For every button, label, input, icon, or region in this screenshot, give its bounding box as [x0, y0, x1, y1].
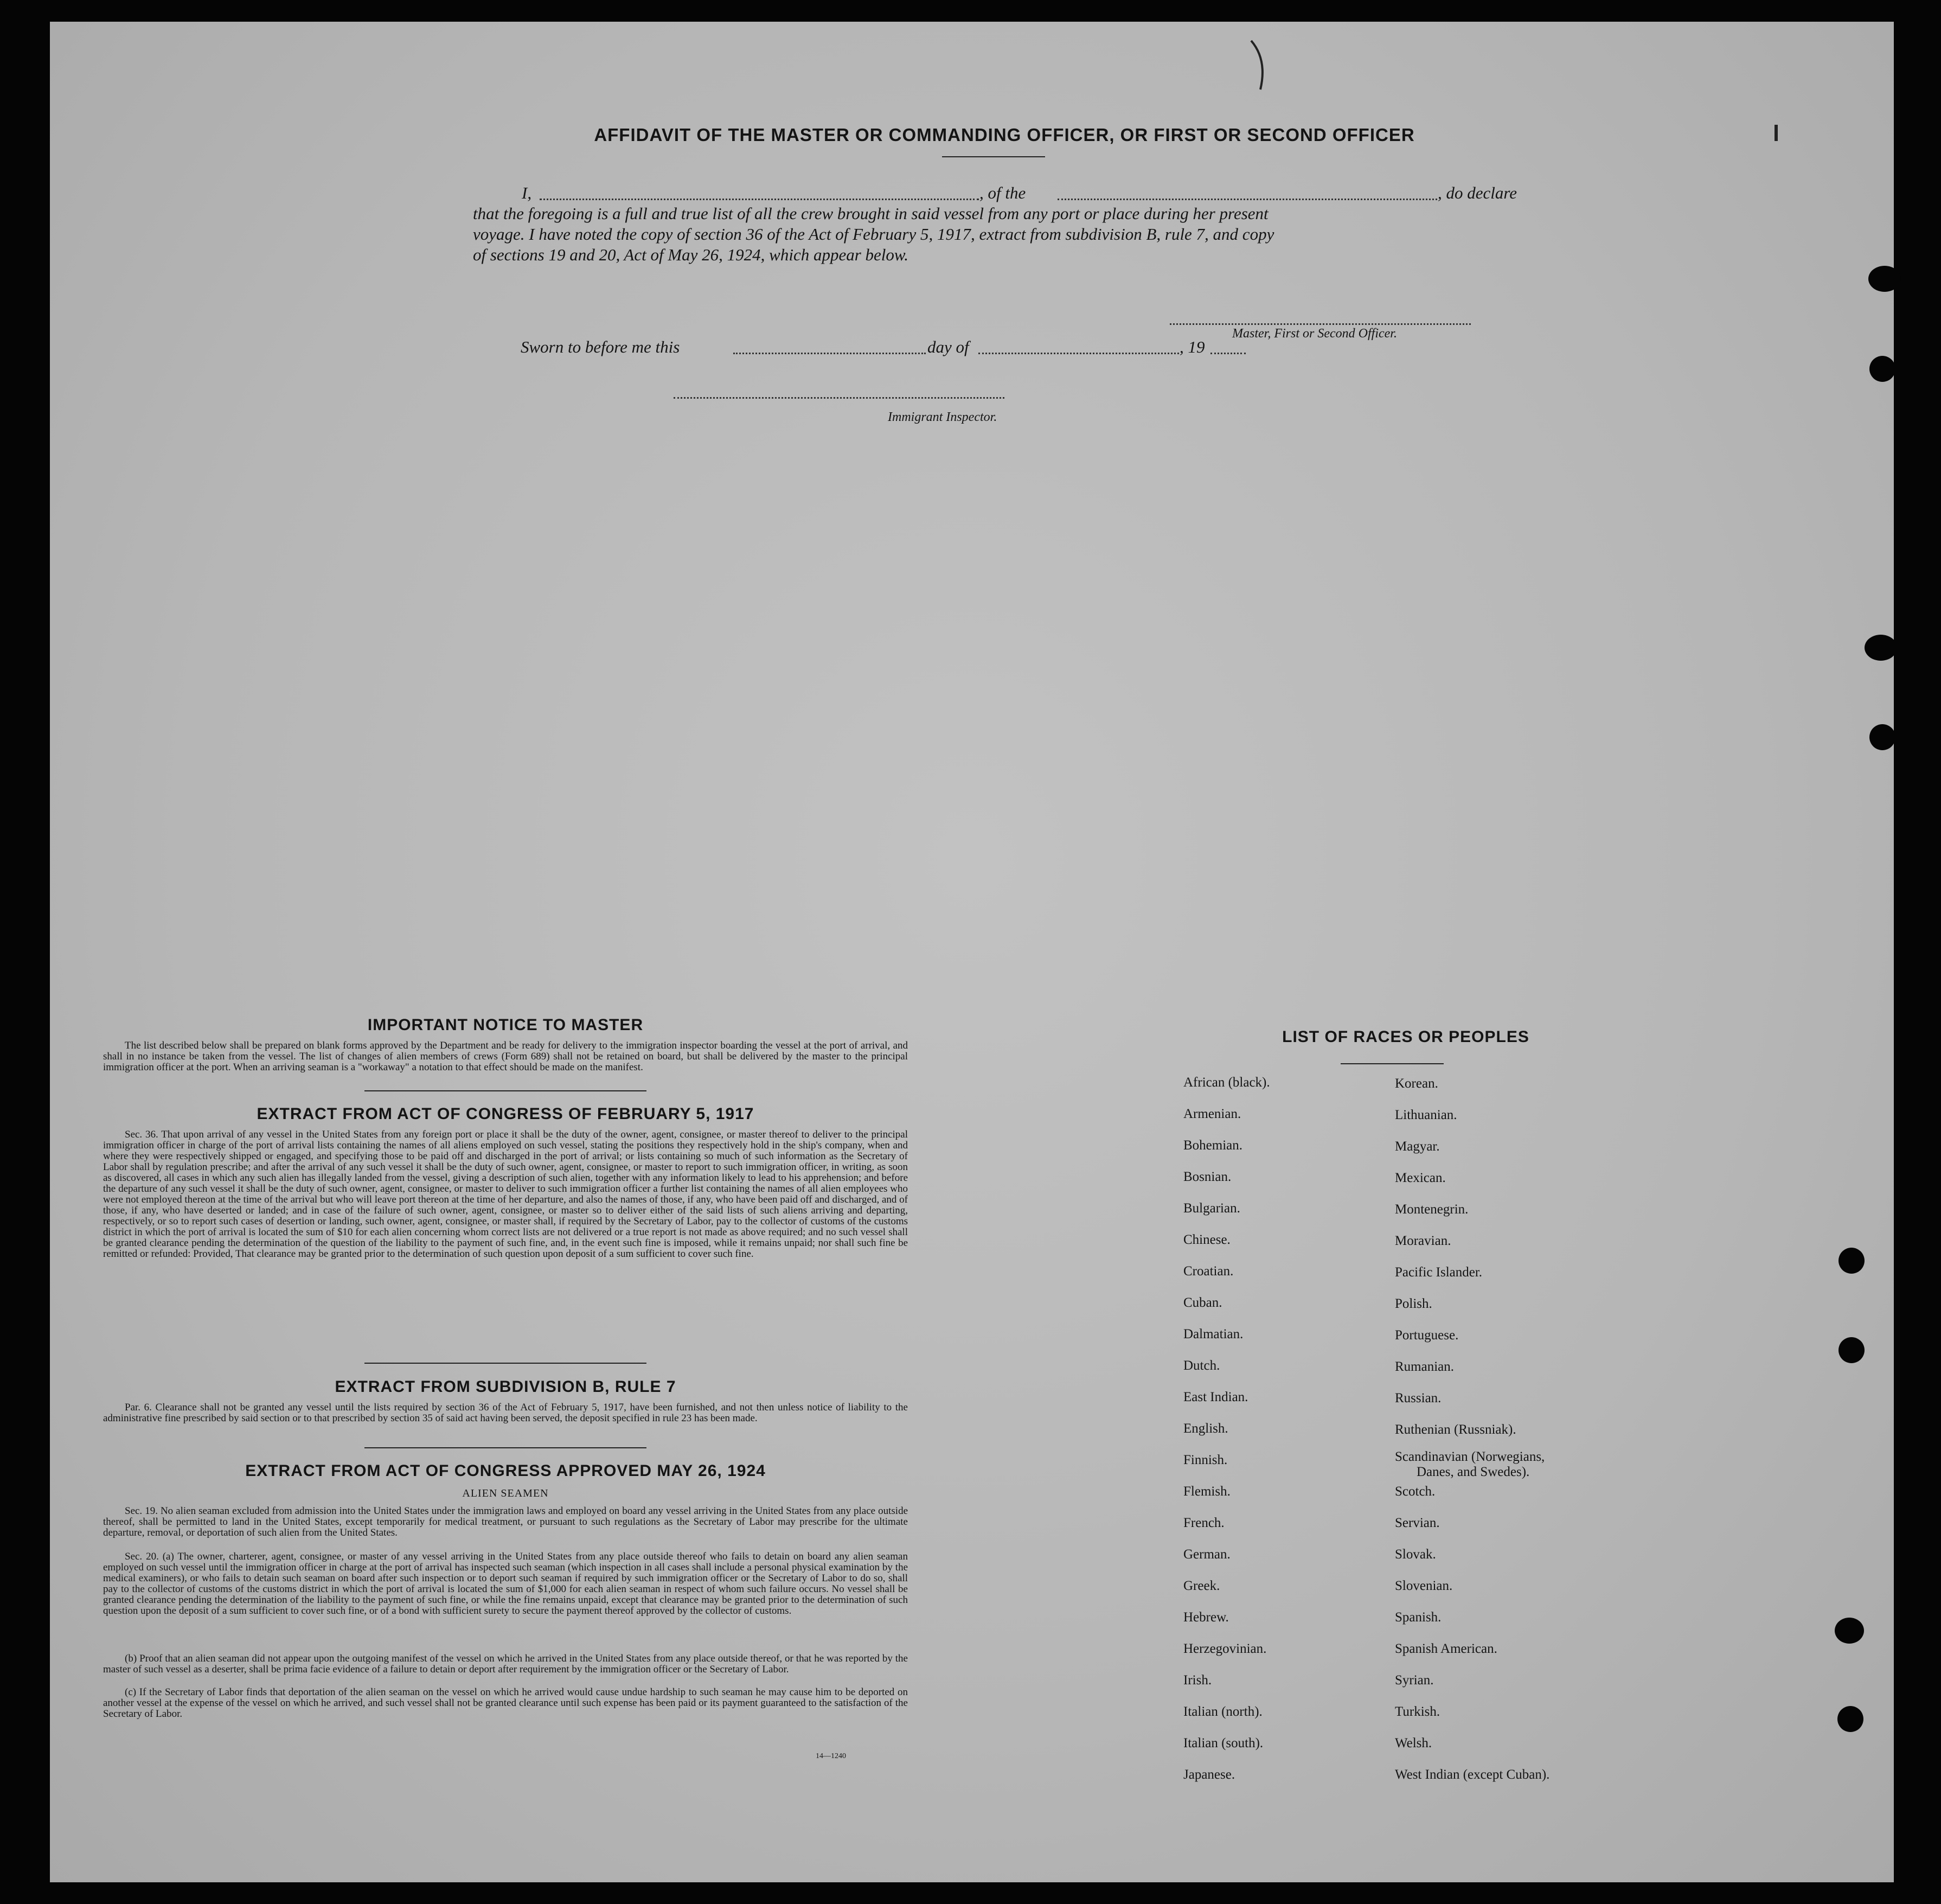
race-item: Polish.: [1395, 1296, 1432, 1311]
race-item: Bohemian.: [1183, 1138, 1243, 1153]
affidavit-body-line2: voyage. I have noted the copy of section 36 of the Act of February 5, 1917, extract from subdivision B, rule 7, and copy: [473, 225, 1274, 244]
vessel-blank: [1058, 199, 1437, 200]
extract-rule7-text: Par. 6. Clearance shall not be granted any vessel until the lists required by section 36 of the Act of February 5, 1917, have been furnished, and not then unless notice of liability to the administrative fine prescribed by said section or to that prescribed by section 35 of said act having been served, the deposit specified in rule 23 has been made.: [103, 1402, 908, 1424]
race-item: Spanish American.: [1395, 1641, 1497, 1656]
race-item: Hebrew.: [1183, 1610, 1229, 1625]
sec20b-text: (b) Proof that an alien seaman did not appear upon the outgoing manifest of the vessel on which he arrived in the United States from any place outside thereof, or that he was reported by the master of such vessel as a deserter, shall be prima facie evidence of a failure to detain or deport after requirement by the immigration officer or the Secretary of Labor.: [103, 1653, 908, 1675]
signature-blank: [1170, 323, 1471, 325]
races-divider: [1341, 1063, 1444, 1064]
document-page: [50, 22, 1894, 1882]
race-item: West Indian (except Cuban).: [1395, 1767, 1550, 1782]
race-item: Japanese.: [1183, 1767, 1235, 1782]
race-item: Ruthenian (Russniak).: [1395, 1422, 1516, 1437]
sec19-text: Sec. 19. No alien seaman excluded from admission into the United States under the immigration laws and employed on board any vessel arriving in the United States from any place outside thereof, shall be permitted to land in the United States, except temporarily for medical treatment, or pursuant to such regulations as the Secretary of Labor may prescribe for the ultimate departure, removal, or deportation of such alien from the United States.: [103, 1505, 908, 1538]
signature-label: Master, First or Second Officer.: [1232, 327, 1397, 341]
race-item: Slovenian.: [1395, 1579, 1453, 1593]
sworn-label: Sworn to before me this: [521, 337, 680, 356]
notice-divider: [364, 1090, 646, 1091]
affidavit-body-line3: of sections 19 and 20, Act of May 26, 1924, which appear below.: [473, 245, 909, 264]
punch-hole: [1838, 1337, 1865, 1363]
race-item: African (black).: [1183, 1075, 1270, 1090]
race-item: Magyar.: [1395, 1139, 1440, 1154]
extract-1917-divider: [364, 1363, 646, 1364]
ink-mark: [1248, 38, 1270, 92]
affidavit-title: AFFIDAVIT OF THE MASTER OR COMMANDING OFFICER, OR FIRST OR SECOND OFFICER: [594, 125, 1415, 145]
race-item: Scandinavian (Norwegians,: [1395, 1449, 1545, 1464]
extract-1917-text: Sec. 36. That upon arrival of any vessel in the United States from any foreign port or place it shall be the duty of the owner, agent, consignee, or master thereof to deliver to the principal immigration officer in charge of the port of arrival lists containing the names of all aliens employed on such vessel, stating the positions they respectively hold in the ship's company, when and where they were respectively shipped or engaged, and specifying those to be paid off and discharged in the port of arrival; or lists containing so much of such information as the Secretary of Labor shall by regulation prescribe; and after the arrival of any such vessel it shall be the duty of such owner, agent, consignee, or master to report to such immigration officer, in writing, as soon as discovered, all cases in which any such alien has illegally landed from the vessel, giving a description of such alien, together with any information likely to lead to his apprehension; and before the departure of any such vessel it shall be the duty of such owner, agent, consignee, or master to deliver to such immigration officer a further list containing the names of all alien employees who were not employed thereon at the time of the arrival but who will leave port thereon at the time of her departure, and also the names of those, if any, who have been paid off and discharged, and of those, if any, who have deserted or landed; and in case of the failure of such owner, agent, consignee, or master so to deliver either of the said lists of such aliens arriving and departing, respectively, or so to report such cases of desertion or landing, such owner, agent, consignee, or master shall, if required by the Secretary of Labor, pay to the collector of customs of the customs district in which the port of arrival is located the sum of $10 for each alien concerning whom correct lists are not delivered or a true report is not made as above required; and no such vessel shall be granted clearance pending the determination of the question of the liability to the payment of such fine, and, in the event such fine is imposed, while it remains unpaid; nor shall such fine be remitted or refunded: Provided, That clearance may be granted prior to the determination of such question upon deposit of a sum sufficient to cover such fine.: [103, 1129, 908, 1260]
i-label: I,: [522, 183, 532, 202]
race-item: Danes, and Swedes).: [1417, 1465, 1530, 1479]
race-item: Finnish.: [1183, 1453, 1228, 1467]
punch-hole: [1835, 1618, 1864, 1644]
race-item: Bosnian.: [1183, 1170, 1232, 1184]
race-item: German.: [1183, 1547, 1231, 1562]
race-item: Korean.: [1395, 1076, 1438, 1091]
race-item: Montenegrin.: [1395, 1202, 1469, 1217]
alien-seamen-subtitle: ALIEN SEAMEN: [462, 1487, 549, 1499]
of-the-label: , of the: [979, 183, 1026, 202]
race-item: Russian.: [1395, 1391, 1442, 1405]
sec20a-text: Sec. 20. (a) The owner, charterer, agent, consignee, or master of any vessel arriving in the United States from any place outside thereof who fails to detain on board any alien seaman employed on such vessel until the immigration officer in charge at the port of arrival has inspected such seaman (which inspection in all cases shall include a personal physical examination by the medical examiners), or who fails to detain such seaman on board after such inspection or to deport such seaman if required by such immigration officer or the Secretary of Labor to do so, shall pay to the collector of customs of the customs district in which the port of arrival is located the sum of $1,000 for each alien seaman in respect of whom such failure occurs. No vessel shall be granted clearance pending the determination of the liability to the payment of such fine, or while the fine remains unpaid, except that clearance may be granted prior to the determination of such question upon the deposit of a sum sufficient to cover such fine, or of a bond with sufficient surety to secure the payment thereof approved by the collector of customs.: [103, 1551, 908, 1617]
affidavit-body-line1: that the foregoing is a full and true list of all the crew brought in said vessel from any port or place during her present: [473, 204, 1269, 223]
extract-1924-title: EXTRACT FROM ACT OF CONGRESS APPROVED MAY 26, 1924: [245, 1462, 766, 1480]
name-blank: [540, 199, 979, 200]
race-item: Mexican.: [1395, 1171, 1446, 1185]
month-blank: [978, 353, 1179, 354]
sec20c-text: (c) If the Secretary of Labor finds that deportation of the alien seaman on the vessel on which he arrived would cause undue hardship to such seaman he may cause him to be deported on another vessel at the expense of the vessel on which he arrived, and such vessel shall not be granted clearance until such expense has been paid or its payment guaranteed to the satisfaction of the Secretary of Labor.: [103, 1686, 908, 1720]
day-blank: [733, 353, 926, 354]
race-item: Cuban.: [1183, 1295, 1222, 1310]
notice-text: The list described below shall be prepared on blank forms approved by the Department and be ready for delivery to the immigration inspector boarding the vessel at the port of arrival, and shall in no instance be taken from the vessel. The list of changes of alien members of crews (Form 689) shall not be retained on board, but shall be delivered by the master to the principal immigration officer at the port. When an arriving seaman is a "workaway" a notation to that effect should be made on the manifest.: [103, 1040, 908, 1073]
punch-hole: [1869, 356, 1895, 382]
punch-hole: [1865, 635, 1897, 661]
race-item: Lithuanian.: [1395, 1108, 1457, 1122]
race-item: Spanish.: [1395, 1610, 1442, 1625]
inspector-blank: [674, 397, 1004, 399]
race-item: Slovak.: [1395, 1547, 1436, 1562]
race-item: Armenian.: [1183, 1107, 1241, 1121]
race-item: Chinese.: [1183, 1232, 1231, 1247]
year-label: , 19: [1180, 337, 1205, 356]
race-item: Moravian.: [1395, 1234, 1451, 1248]
race-item: Servian.: [1395, 1516, 1440, 1530]
do-declare-label: , do declare: [1438, 183, 1517, 202]
race-item: Bulgarian.: [1183, 1201, 1240, 1216]
race-item: Dutch.: [1183, 1358, 1220, 1373]
extract-1917-title: EXTRACT FROM ACT OF CONGRESS OF FEBRUARY 5, 1917: [257, 1105, 754, 1123]
extract-rule7-title: EXTRACT FROM SUBDIVISION B, RULE 7: [335, 1378, 676, 1396]
race-item: Syrian.: [1395, 1673, 1434, 1688]
race-item: East Indian.: [1183, 1390, 1248, 1404]
punch-hole: [1869, 724, 1895, 750]
punch-hole: [1837, 1706, 1863, 1732]
race-item: Turkish.: [1395, 1704, 1440, 1719]
race-item: Herzegovinian.: [1183, 1641, 1267, 1656]
title-underline: [942, 156, 1045, 157]
race-item: French.: [1183, 1516, 1225, 1530]
race-item: Dalmatian.: [1183, 1327, 1244, 1341]
race-item: Irish.: [1183, 1673, 1212, 1688]
notice-title: IMPORTANT NOTICE TO MASTER: [367, 1016, 644, 1034]
race-item: Italian (north).: [1183, 1704, 1263, 1719]
race-item: Pacific Islander.: [1395, 1265, 1483, 1280]
race-item: Flemish.: [1183, 1484, 1231, 1499]
race-item: Portuguese.: [1395, 1328, 1459, 1343]
race-item: Greek.: [1183, 1579, 1220, 1593]
punch-hole: [1868, 266, 1901, 292]
race-item: Welsh.: [1395, 1736, 1432, 1750]
races-title: LIST OF RACES OR PEOPLES: [1282, 1028, 1529, 1046]
race-item: Italian (south).: [1183, 1736, 1264, 1750]
margin-mark: [1775, 125, 1778, 141]
inspector-label: Immigrant Inspector.: [888, 410, 997, 424]
punch-hole: [1838, 1248, 1865, 1274]
extract-rule7-divider: [364, 1447, 646, 1448]
race-item: English.: [1183, 1421, 1228, 1436]
year-blank: [1210, 353, 1246, 354]
form-number: 14—1240: [816, 1752, 846, 1760]
race-item: Scotch.: [1395, 1484, 1436, 1499]
day-of-label: day of: [927, 337, 969, 356]
race-item: Croatian.: [1183, 1264, 1234, 1279]
race-item: Rumanian.: [1395, 1359, 1455, 1374]
